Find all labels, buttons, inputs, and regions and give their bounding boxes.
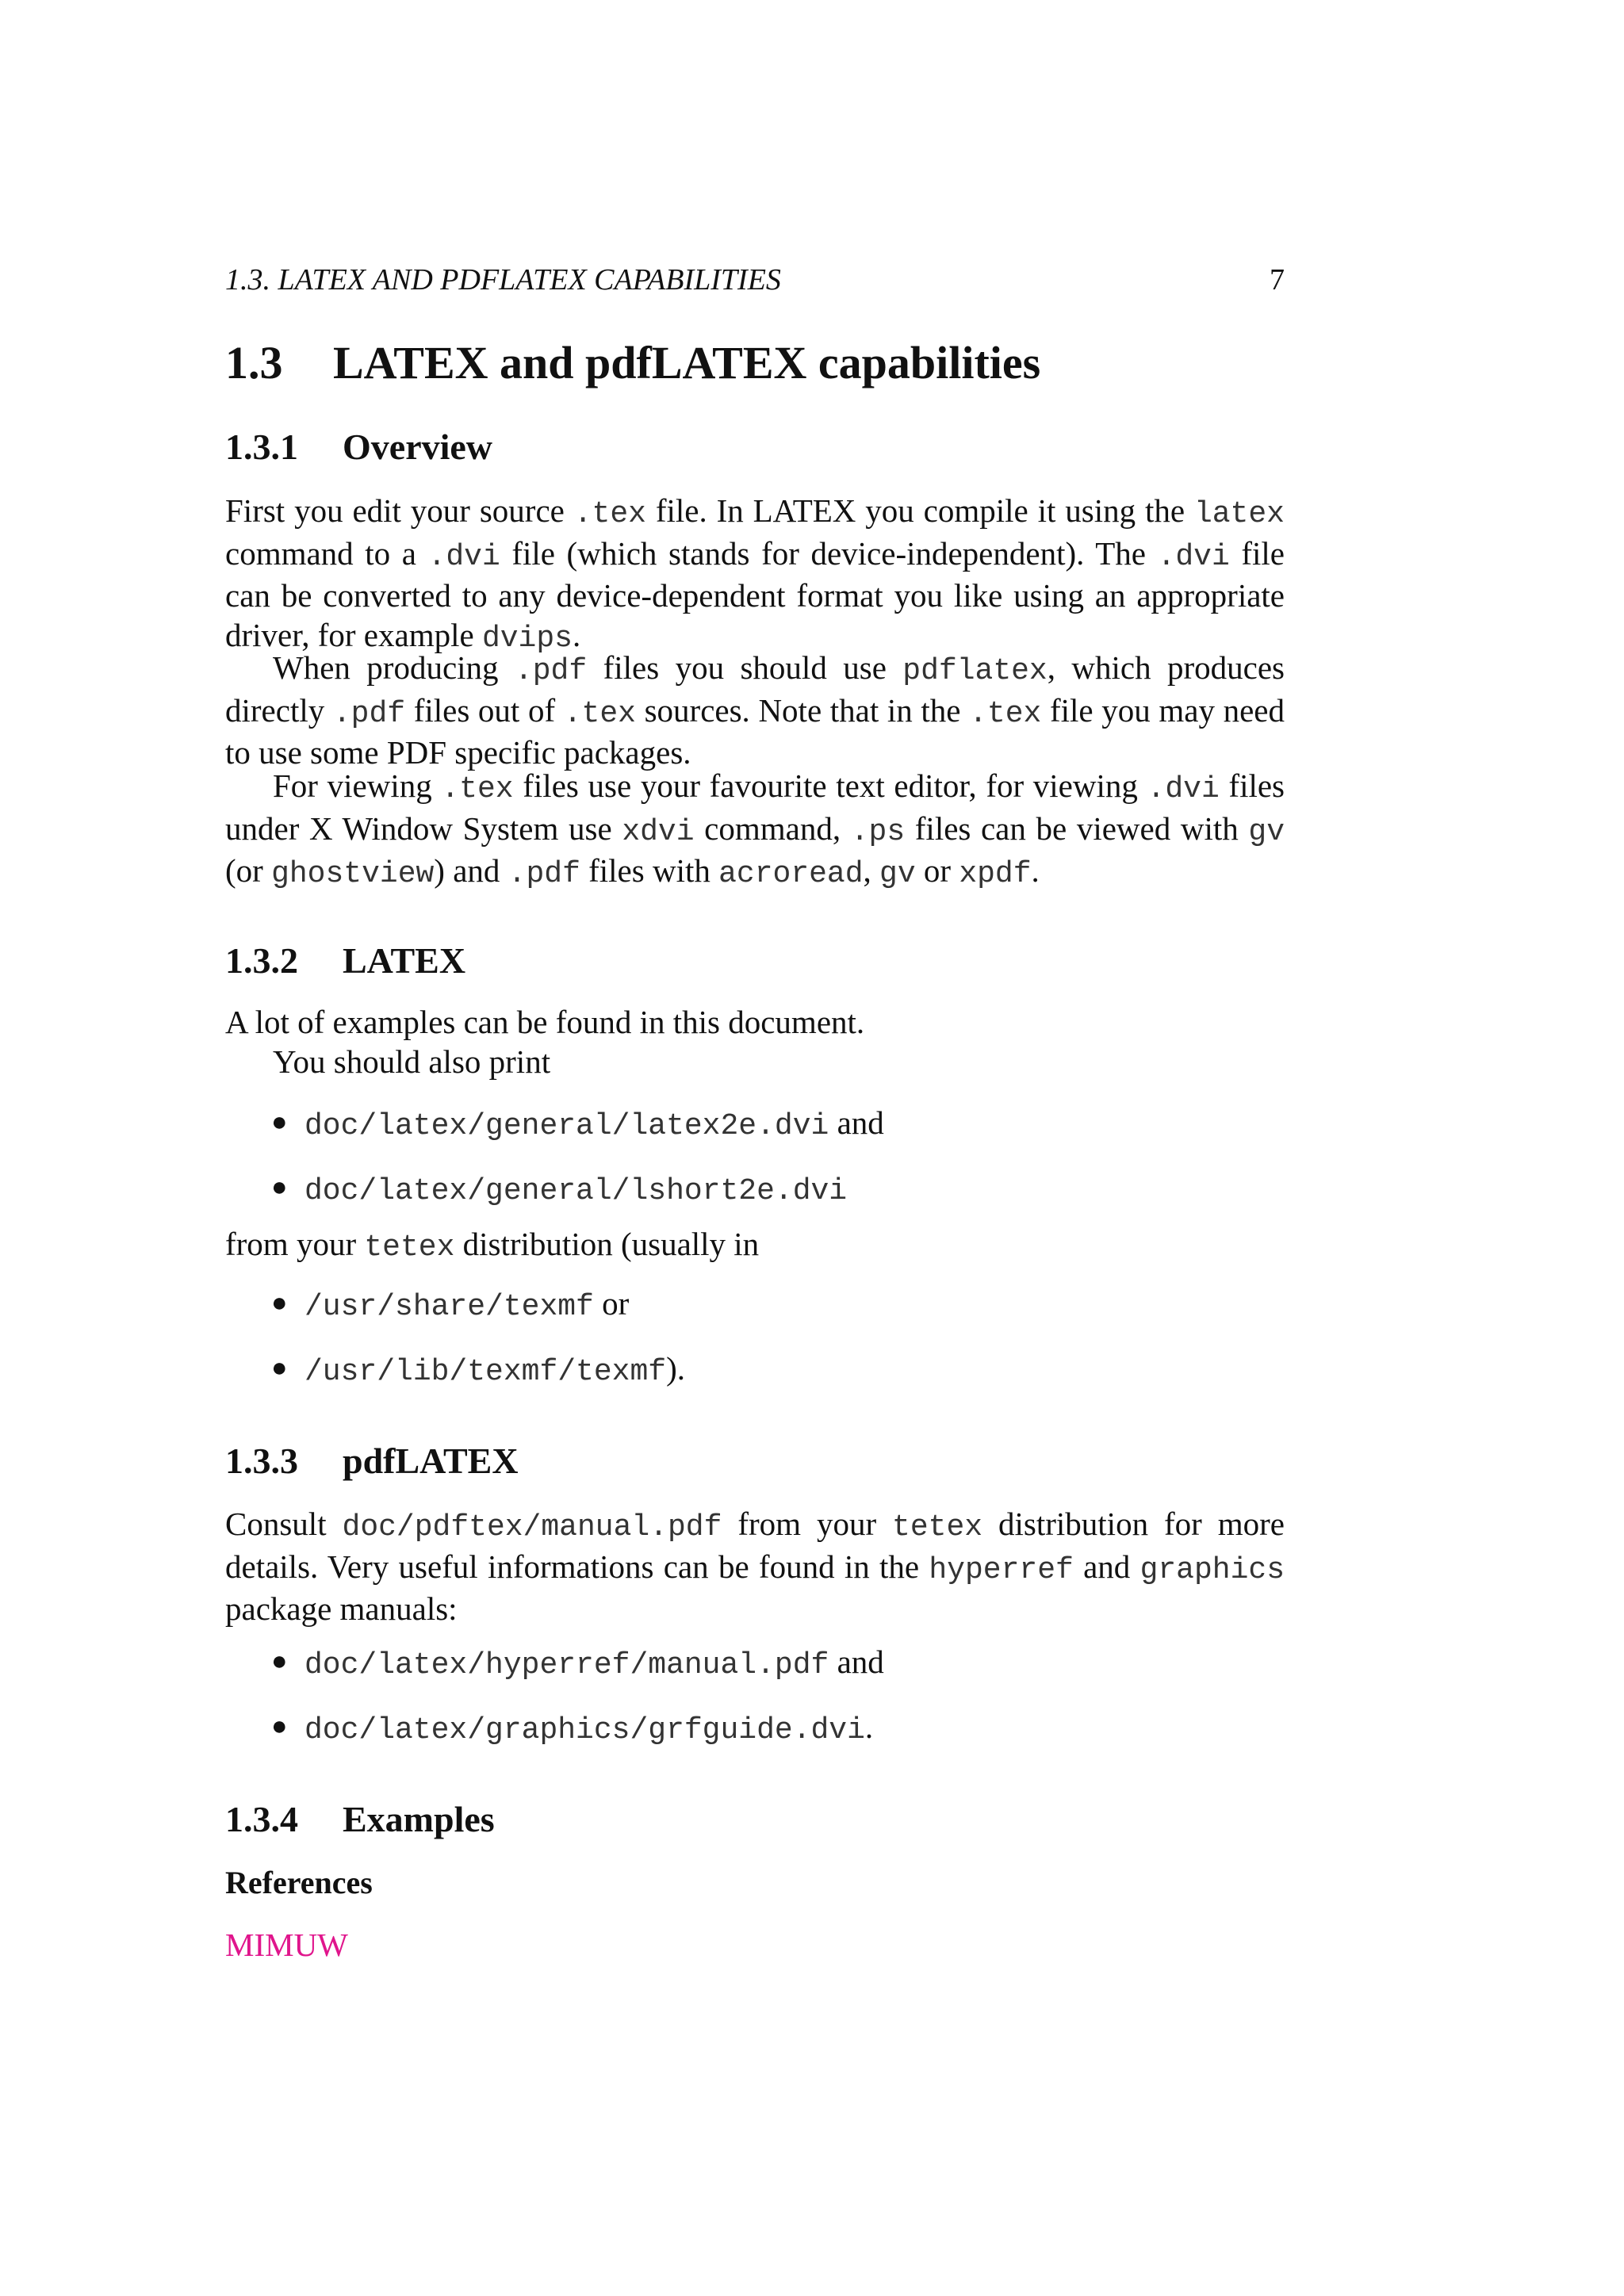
overview-paragraph-3: For viewing .tex files use your favourite text editor, for viewing .dvi files under X Window System use xdvi command, .ps files can be viewed with gv (or ghostview) and .pdf files with acroread, gv or xpdf. bbox=[225, 767, 1285, 892]
subsection-title: Examples bbox=[343, 1799, 495, 1839]
subsection-heading-latex bbox=[225, 939, 1285, 983]
subsection-number: 1.3.2 bbox=[225, 940, 298, 981]
latex-paragraph-3: from your tetex distribution (usually in bbox=[225, 1226, 760, 1265]
overview-paragraph-1: First you edit your source .tex file. In LATEX you compile it using the latex command to a .dvi file (which stands for device-independent). The .dvi file can be converted to any device-dependent format you like using an appropriate driver, for example dvips. bbox=[225, 492, 1285, 656]
subsection-title: Overview bbox=[343, 427, 493, 467]
latex-paragraph-1: A lot of examples can be found in this document. bbox=[225, 1004, 865, 1040]
subsection-number: 1.3.3 bbox=[225, 1441, 298, 1481]
subsection-heading-examples bbox=[225, 1797, 1285, 1842]
bullet-icon: ● bbox=[271, 1288, 288, 1318]
section-title: LATEX and pdfLATEX capabilities bbox=[333, 337, 1041, 388]
texmf-path-list bbox=[225, 1271, 1285, 1401]
page-number: 7 bbox=[1270, 263, 1285, 297]
list-item: ● doc/latex/general/lshort2e.dvi bbox=[225, 1155, 1285, 1220]
pdflatex-manual-list bbox=[225, 1629, 1285, 1759]
list-item: ● doc/latex/general/latex2e.dvi and bbox=[225, 1090, 1285, 1155]
pdflatex-paragraph-1: Consult doc/pdftex/manual.pdf from your tetex distribution for more details. Very useful informations can be found in the hyperref and graphics package manuals: bbox=[225, 1506, 1285, 1628]
section-heading bbox=[225, 335, 1285, 391]
bullet-icon: ● bbox=[271, 1712, 288, 1741]
subsection-number: 1.3.1 bbox=[225, 427, 298, 467]
section-number: 1.3 bbox=[225, 337, 283, 388]
list-item: ● /usr/lib/texmf/texmf). bbox=[225, 1336, 1285, 1401]
subsection-title: LATEX bbox=[343, 940, 466, 981]
mimuw-link-row bbox=[225, 1925, 1285, 1965]
bullet-icon: ● bbox=[271, 1108, 288, 1137]
bullet-icon: ● bbox=[271, 1647, 288, 1676]
bullet-icon: ● bbox=[271, 1173, 288, 1202]
list-item: ● doc/latex/hyperref/manual.pdf and bbox=[225, 1629, 1285, 1694]
latex-paragraph-2: You should also print bbox=[273, 1043, 551, 1080]
overview-paragraph-2: When producing .pdf files you should use pdflatex, which produces directly .pdf files out of .tex sources. Note that in the .tex file you may need to use some PDF specific packages. bbox=[225, 649, 1285, 771]
subsection-heading-pdflatex bbox=[225, 1439, 1285, 1483]
subsection-heading-overview bbox=[225, 425, 1285, 469]
subsection-number: 1.3.4 bbox=[225, 1799, 298, 1839]
bullet-icon: ● bbox=[271, 1353, 288, 1383]
running-header bbox=[225, 262, 1285, 298]
latex-doc-list bbox=[225, 1090, 1285, 1220]
references-heading: References bbox=[225, 1865, 373, 1900]
subsection-title: pdfLATEX bbox=[343, 1441, 519, 1481]
list-item: ● doc/latex/graphics/grfguide.dvi. bbox=[225, 1694, 1285, 1759]
running-title: 1.3. LATEX AND PDFLATEX CAPABILITIES bbox=[225, 263, 781, 297]
mimuw-link[interactable]: MIMUW bbox=[225, 1927, 348, 1963]
list-item: ● /usr/share/texmf or bbox=[225, 1271, 1285, 1336]
